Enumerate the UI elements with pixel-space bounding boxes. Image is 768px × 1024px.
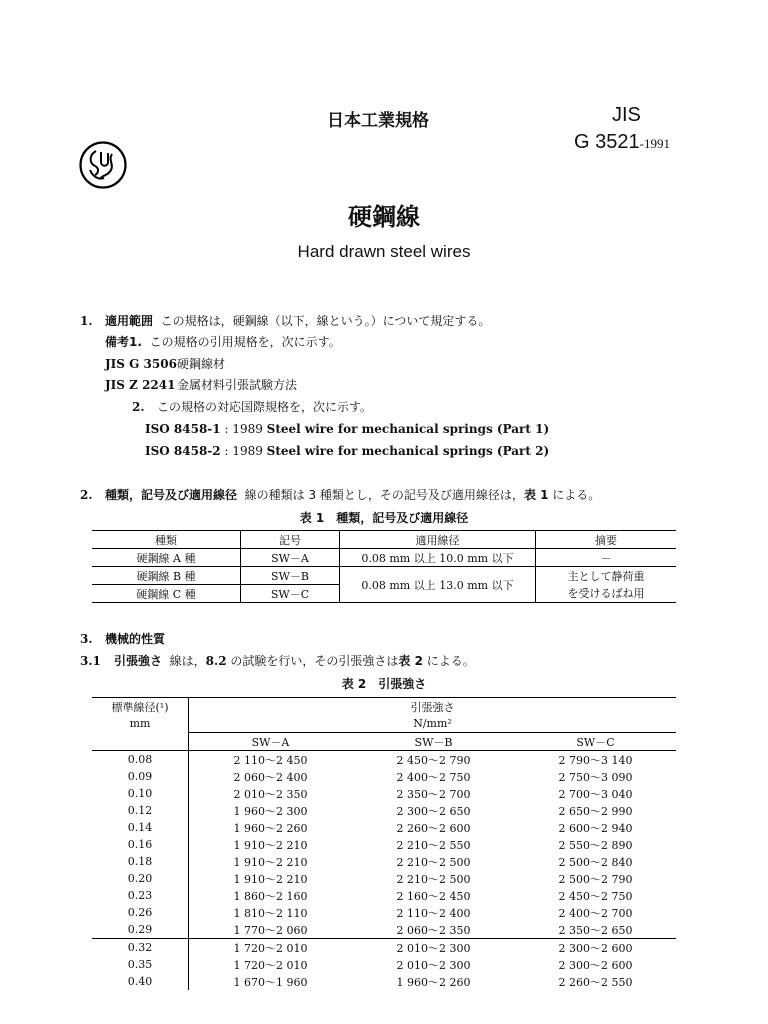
section-text: この規格は，硬鋼線（以下，線という。）について規定する。 — [160, 314, 491, 328]
tensile-cell: 2 010～2 300 — [352, 939, 515, 957]
header-cell: 種類 — [155, 533, 177, 547]
table-row — [92, 836, 676, 853]
table-row — [92, 956, 676, 973]
tensile-cell: 2 210～2 500 — [396, 872, 471, 886]
iso-year: : 1989 — [220, 422, 267, 436]
reference-title: 硬鋼線材 — [177, 357, 226, 371]
section-heading: 種類，記号及び適用線径 — [105, 488, 238, 502]
table-reference: 表 2 — [398, 654, 423, 668]
clause-reference: 8.2 — [205, 654, 227, 668]
subsection-number: 3.1 — [80, 654, 101, 668]
table-cell: SW－A — [241, 549, 340, 567]
table-row — [92, 567, 676, 585]
iso-code: ISO 8458-1 — [145, 422, 221, 436]
table-row — [92, 768, 676, 785]
tensile-cell: 2 210～2 550 — [396, 838, 471, 852]
table-header-row — [92, 531, 676, 549]
table-2-caption: 表 2 引張強さ — [341, 677, 427, 691]
header-cell — [92, 733, 189, 751]
table-cell: 硬鋼線 B 種 — [92, 567, 241, 585]
header-cell: SW－B — [352, 733, 515, 751]
diameter-cell: 0.10 — [127, 787, 153, 800]
table-row — [92, 549, 676, 567]
standard-code: G 3521 — [574, 131, 640, 153]
tensile-cell: 2 750～3 090 — [558, 770, 633, 784]
table-1-caption: 表 1 種類，記号及び適用線径 — [299, 511, 469, 525]
jis-mark-text: JIS — [612, 104, 641, 126]
iso-reference-1 — [145, 421, 549, 437]
note-line: 主として静荷重 — [567, 569, 645, 583]
tensile-cell: 1 910～2 210 — [189, 853, 353, 870]
jis-logo-icon — [78, 140, 128, 194]
iso-reference-2 — [145, 443, 549, 459]
standard-year: -1991 — [639, 136, 670, 151]
tensile-cell: 2 400～2 750 — [396, 770, 471, 784]
reference-2 — [105, 377, 297, 393]
reference-title: 金属材料引張試験方法 — [177, 378, 298, 392]
section-heading: 機械的性質 — [105, 632, 166, 646]
tensile-cell: 2 060～2 400 — [189, 768, 353, 785]
diameter-cell: 0.23 — [127, 889, 153, 902]
tensile-cell: 2 650～2 990 — [558, 804, 633, 818]
diameter-cell: 0.29 — [127, 923, 153, 936]
iso-title: Steel wire for mechanical springs (Part 2) — [266, 444, 550, 458]
subsection-text-end: による。 — [422, 654, 475, 668]
remark-text: この規格の対応国際規格を，次に示す。 — [157, 400, 373, 414]
section-heading: 適用範囲 — [105, 314, 154, 328]
tensile-cell: 2 700～3 040 — [558, 787, 633, 801]
table-cell: 0.08 mm 以上 10.0 mm 以下 — [340, 549, 536, 567]
remark-label: 備考1. — [105, 335, 142, 349]
tensile-cell: 2 350～2 650 — [558, 923, 633, 937]
subsection-heading: 引張強さ — [114, 654, 163, 668]
table-header-row — [92, 733, 676, 751]
tensile-cell: 2 300～2 600 — [515, 939, 676, 957]
remark-label: 2. — [132, 400, 145, 414]
tensile-cell: 2 500～2 790 — [558, 872, 633, 886]
section-number: 3. — [80, 632, 93, 646]
table-reference: 表 1 — [523, 488, 549, 502]
tensile-cell: 2 600～2 940 — [558, 821, 633, 835]
table-cell: 硬鋼線 A 種 — [136, 551, 196, 565]
iso-code: ISO 8458-2 — [145, 444, 221, 458]
tensile-cell: 2 160～2 450 — [396, 889, 471, 903]
table-row — [92, 802, 676, 819]
diameter-cell: 0.40 — [127, 975, 153, 988]
table-cell: 0.08 mm 以上 13.0 mm 以下 — [340, 567, 536, 603]
tensile-cell: 2 550～2 890 — [558, 838, 633, 852]
tensile-cell: 2 350～2 700 — [396, 787, 471, 801]
tensile-cell: 1 860～2 160 — [189, 887, 353, 904]
iso-year: : 1989 — [220, 444, 267, 458]
tensile-cell: 2 110～2 400 — [396, 906, 471, 920]
table-row — [92, 785, 676, 802]
table-header-row — [92, 715, 676, 733]
section-text: 線の種類は 3 種類とし，その記号及び適用線径は， — [244, 488, 524, 502]
tensile-cell: 1 770～2 060 — [189, 921, 353, 939]
tensile-cell: 2 010～2 350 — [189, 785, 353, 802]
header-cell: SW－C — [515, 733, 676, 751]
header-cell: 適用線径 — [340, 531, 536, 549]
table-row — [92, 819, 676, 836]
diameter-cell: 0.26 — [127, 906, 153, 919]
diameter-cell: 0.18 — [127, 855, 153, 868]
section-3-1-tensile — [80, 653, 475, 669]
table-row — [92, 921, 676, 939]
table-2-tensile-strength — [92, 697, 676, 990]
section-number: 2. — [80, 488, 93, 502]
tensile-cell: 1 960～2 260 — [396, 975, 471, 989]
header-cell: 標準線径(¹) — [92, 698, 189, 716]
tensile-cell: 1 720～2 010 — [189, 956, 353, 973]
reference-code: JIS Z 2241 — [105, 378, 176, 392]
header-cell: 記号 — [241, 531, 340, 549]
reference-code: JIS G 3506 — [105, 357, 177, 371]
diameter-cell: 0.16 — [127, 838, 153, 851]
table-cell: SW－B — [241, 567, 340, 585]
tensile-cell: 2 210～2 500 — [396, 855, 471, 869]
tensile-cell: 1 910～2 210 — [189, 836, 353, 853]
table-header-row — [92, 698, 676, 716]
header-cell: 引張強さ — [189, 698, 677, 716]
reference-1 — [105, 356, 225, 372]
tensile-cell: 1 810～2 110 — [189, 904, 353, 921]
header-cell: SW－A — [189, 733, 353, 751]
tensile-cell: 2 400～2 700 — [558, 906, 633, 920]
diameter-cell: 0.35 — [127, 958, 153, 971]
subsection-text: 線は， — [169, 654, 206, 668]
table-row — [92, 887, 676, 904]
document-title: 硬鋼線 — [348, 203, 420, 231]
header-cell: 摘要 — [536, 531, 677, 549]
tensile-cell: 2 260～2 550 — [558, 975, 633, 989]
note-line: を受けるばね用 — [567, 586, 645, 600]
table-row — [92, 870, 676, 887]
section-1-scope — [80, 313, 490, 329]
tensile-cell: 2 300～2 650 — [396, 804, 471, 818]
tensile-cell: 1 720～2 010 — [189, 939, 353, 957]
tensile-cell: 2 010～2 300 — [396, 958, 471, 972]
table-cell: SW－C — [241, 585, 340, 603]
standard-number — [574, 131, 670, 154]
table-row — [92, 939, 676, 957]
remark-1 — [105, 334, 341, 350]
table-row — [92, 853, 676, 870]
diameter-cell: 0.32 — [92, 939, 189, 957]
table-row — [92, 973, 676, 990]
diameter-cell: 0.08 — [127, 753, 153, 766]
tensile-cell: 1 910～2 210 — [189, 870, 353, 887]
section-number: 1. — [80, 314, 93, 328]
tensile-cell: 2 790～3 140 — [558, 753, 633, 767]
diameter-cell: 0.12 — [127, 804, 153, 817]
table-1-types — [92, 530, 676, 603]
table-row — [92, 751, 676, 769]
table-row — [92, 904, 676, 921]
document-title-english: Hard drawn steel wires — [297, 242, 471, 261]
diameter-cell: 0.14 — [127, 821, 153, 834]
iso-title: Steel wire for mechanical springs (Part 1) — [266, 422, 550, 436]
tensile-cell: 2 450～2 750 — [558, 889, 633, 903]
section-3-mechanical — [80, 631, 165, 647]
tensile-cell: 2 110～2 450 — [189, 751, 353, 769]
table-cell: － — [536, 549, 677, 567]
remark-2 — [132, 399, 372, 415]
header-cell: mm — [129, 717, 151, 731]
section-2-types — [80, 487, 600, 503]
tensile-cell: 2 450～2 790 — [396, 753, 471, 767]
diameter-cell: 0.20 — [127, 872, 153, 885]
section-text-end: による。 — [548, 488, 601, 502]
remark-text: この規格の引用規格を，次に示す。 — [149, 335, 341, 349]
table-cell: 硬鋼線 C 種 — [92, 585, 241, 603]
diameter-cell: 0.09 — [127, 770, 153, 783]
tensile-cell: 2 500～2 840 — [558, 855, 633, 869]
tensile-cell: 2 300～2 600 — [558, 958, 633, 972]
tensile-cell: 2 060～2 350 — [396, 923, 471, 937]
tensile-cell: 1 960～2 260 — [189, 819, 353, 836]
subsection-text: の試験を行い，その引張強さは — [226, 654, 399, 668]
tensile-cell: 1 960～2 300 — [189, 802, 353, 819]
table-cell — [536, 567, 677, 603]
header-cell: N/mm² — [189, 715, 677, 733]
tensile-cell: 2 260～2 600 — [396, 821, 471, 835]
standard-name: 日本工業規格 — [327, 111, 429, 131]
tensile-cell: 1 670～1 960 — [189, 973, 353, 990]
